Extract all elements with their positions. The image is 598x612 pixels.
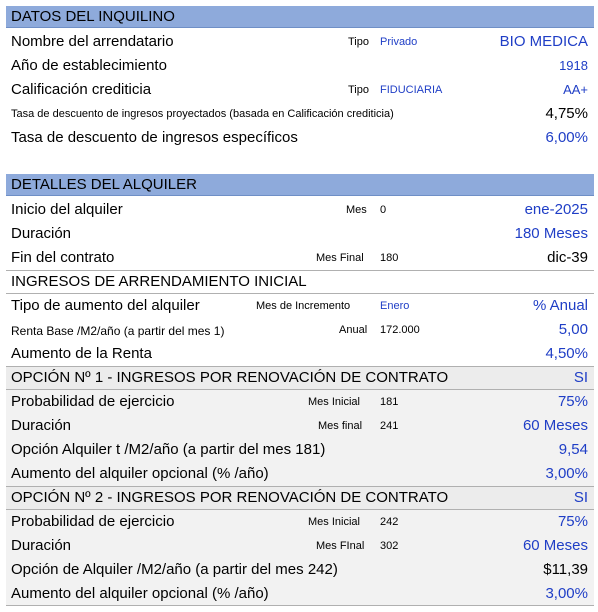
lease-header-title: DETALLES DEL ALQUILER: [11, 176, 197, 193]
option2-increase-label: Aumento del alquiler opcional (% /año): [11, 585, 269, 602]
option1-duration-label: Duración: [11, 417, 72, 434]
option2-title: OPCIÓN Nº 2 - INGRESOS POR RENOVACIÓN DE CONTRATO: [11, 489, 449, 506]
tenant-row-rating: [6, 78, 594, 102]
lease-end-label: Fin del contrato: [11, 249, 115, 266]
tenant-row-name: [6, 30, 594, 54]
option1-end-month-label: Mes final: [318, 420, 363, 432]
increase-type-label: Tipo de aumento del alquiler: [11, 297, 200, 314]
tenant-name-value[interactable]: BIO MEDICA: [499, 33, 588, 50]
lease-row-start: [6, 198, 594, 222]
option2-probability-label: Probabilidad de ejercicio: [11, 513, 175, 530]
tenant-rating-label: Calificación crediticia: [11, 81, 152, 98]
tenant-specific-rate-label: Tasa de descuento de ingresos específicos: [11, 129, 298, 146]
tenant-name-label: Nombre del arrendatario: [11, 33, 174, 50]
increase-month-label: Mes de Incremento: [256, 300, 351, 312]
option1-row-duration: [6, 414, 594, 438]
option2-start-month-value: 242: [380, 516, 399, 528]
option2-header: [6, 486, 594, 510]
tenant-row-projected-rate: [6, 102, 594, 126]
tenant-type-value[interactable]: Privado: [380, 36, 418, 48]
option2-probability-value[interactable]: 75%: [557, 513, 588, 530]
option1-duration-value[interactable]: 60 Meses: [522, 417, 588, 434]
option1-title: OPCIÓN Nº 1 - INGRESOS POR RENOVACIÓN DE CONTRATO: [11, 369, 449, 386]
option2-row-increase: [6, 582, 594, 606]
option2-increase-value[interactable]: 3,00%: [545, 585, 588, 602]
lease-row-duration: [6, 222, 594, 246]
option1-rent-value[interactable]: 9,54: [558, 441, 588, 458]
base-rent-label: Renta Base /M2/año (a partir del mes 1): [11, 324, 225, 338]
option1-probability-value[interactable]: 75%: [557, 393, 588, 410]
rent-increase-label: Aumento de la Renta: [11, 345, 152, 362]
tenant-year-value[interactable]: 1918: [559, 58, 588, 73]
option1-increase-label: Aumento del alquiler opcional (% /año): [11, 465, 269, 482]
option1-rent-label: Opción Alquiler t /M2/año (a partir del mes 181): [11, 441, 326, 458]
tenant-row-year: [6, 54, 594, 78]
tenant-section-header: [6, 6, 594, 28]
option2-row-duration: [6, 534, 594, 558]
option1-header: [6, 366, 594, 390]
tenant-header-title: DATOS DEL INQUILINO: [11, 8, 175, 25]
lease-start-month-label: Mes: [346, 204, 367, 216]
initial-income-header: [6, 270, 594, 294]
option2-end-month-value: 302: [380, 540, 399, 552]
option2-start-month-label: Mes Inicial: [308, 516, 360, 528]
tenant-projected-rate-label: Tasa de descuento de ingresos proyectados (basada en Calificación crediticia): [11, 108, 394, 120]
tenant-rating-value[interactable]: AA+: [563, 82, 588, 97]
lease-duration-label: Duración: [11, 225, 72, 242]
option2-duration-value[interactable]: 60 Meses: [522, 537, 588, 554]
option1-end-month-value: 241: [380, 420, 399, 432]
increase-month-value[interactable]: Enero: [380, 300, 410, 312]
lease-duration-value[interactable]: 180 Meses: [514, 225, 588, 242]
lease-section-header: [6, 174, 594, 196]
initial-row-rent-increase: [6, 342, 594, 366]
tenant-rating-type-label: Tipo: [348, 84, 369, 96]
option1-start-month-label: Mes Inicial: [308, 396, 360, 408]
lease-start-value[interactable]: ene-2025: [524, 201, 588, 218]
option1-probability-label: Probabilidad de ejercicio: [11, 393, 175, 410]
tenant-year-label: Año de establecimiento: [11, 57, 167, 74]
tenant-row-specific-rate: [6, 126, 594, 150]
option1-start-month-value: 181: [380, 396, 399, 408]
lease-row-end: [6, 246, 594, 270]
lease-start-month-value: 0: [380, 204, 387, 216]
initial-income-title: INGRESOS DE ARRENDAMIENTO INICIAL: [11, 273, 307, 290]
tenant-projected-rate-value: 4,75%: [545, 105, 588, 122]
initial-row-base-rent: [6, 318, 594, 342]
lease-end-month-label: Mes Final: [316, 252, 364, 264]
option2-enabled-value[interactable]: SI: [573, 489, 588, 506]
option2-rent-label: Opción de Alquiler /M2/año (a partir del mes 242): [11, 561, 338, 578]
option1-increase-value[interactable]: 3,00%: [545, 465, 588, 482]
option2-row-rent: [6, 558, 594, 582]
annual-value: 172.000: [380, 324, 420, 336]
option2-end-month-label: Mes FInal: [316, 540, 365, 552]
lease-end-value: dic-39: [547, 249, 588, 266]
option1-row-rent: [6, 438, 594, 462]
tenant-rating-type-value[interactable]: FIDUCIARIA: [380, 84, 443, 96]
tenant-specific-rate-value[interactable]: 6,00%: [545, 129, 588, 146]
base-rent-value[interactable]: 5,00: [558, 321, 588, 338]
annual-label: Anual: [339, 324, 368, 336]
option2-rent-value: $11,39: [543, 561, 588, 578]
option1-row-increase: [6, 462, 594, 486]
lease-end-month-value: 180: [380, 252, 399, 264]
option2-duration-label: Duración: [11, 537, 72, 554]
option2-row-probability: [6, 510, 594, 534]
lease-start-label: Inicio del alquiler: [11, 201, 123, 218]
option1-enabled-value[interactable]: SI: [573, 369, 588, 386]
rent-increase-value[interactable]: 4,50%: [545, 345, 588, 362]
increase-type-value[interactable]: % Anual: [532, 297, 588, 314]
option1-row-probability: [6, 390, 594, 414]
tenant-type-label: Tipo: [348, 36, 369, 48]
initial-row-increase-type: [6, 294, 594, 318]
